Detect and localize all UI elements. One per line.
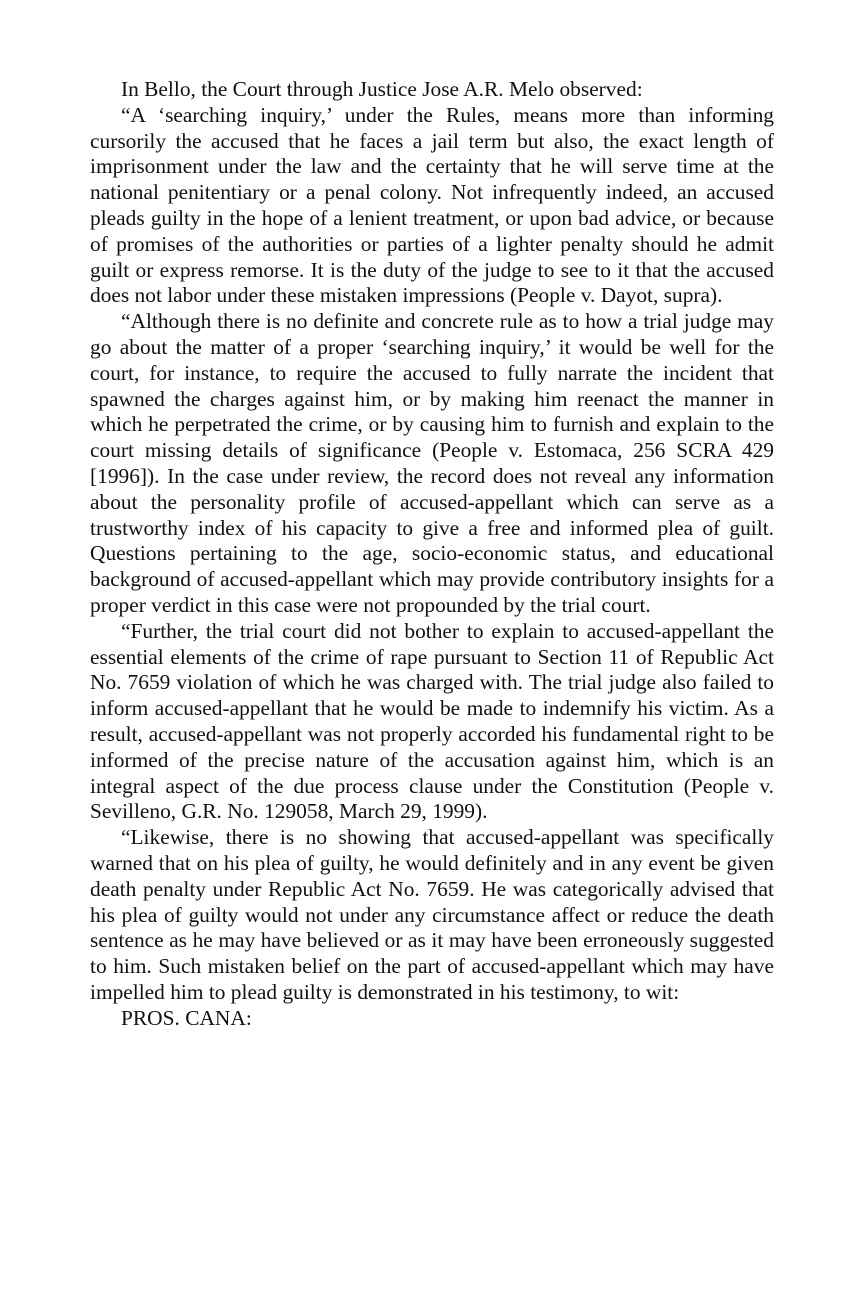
quote-paragraph-proper-inquiry: “Although there is no definite and concrete rule as to how a trial judge may go about the matter of a proper ‘searching inquiry,’ it would be well for the court, for instance, to require the accused to fully narrate the incident that spawned the charges against him, or by making him reenact the manner in which he perpetrated the crime, or by causing him to furnish and explain to the court missing details of significance (People v. Estomaca, 256 SCRA 429 [1996]). In the case under review, the record does not reveal any information about the personality profile of accused-appellant which can serve as a trustworthy index of his capacity to give a free and informed plea of guilt. Questions pertaining to the age, socio-economic status, and educational background of accused-appellant which may provide contributory insights for a proper verdict in this case were not propounded by the trial court. [90,309,774,617]
quote-paragraph-death-penalty: “Likewise, there is no showing that accused-appellant was specifically warned that on his plea of guilty, he would definitely and in any event be given death penalty under Republic Act No. 7659. He was categorically advised that his plea of guilty would not under any circumstance affect or reduce the death sentence as he may have believed or as it may have been erroneously suggested to him. Such mistaken belief on the part of accused-appellant which may have impelled him to plead guilty is demonstrated in his testimony, to wit: [90,825,774,1004]
document-page [90,77,774,1031]
quote-paragraph-essential-elements: “Further, the trial court did not bother to explain to accused-appellant the essential elements of the crime of rape pursuant to Section 11 of Republic Act No. 7659 violation of which he was charged with. The trial judge also failed to inform accused-appellant that he would be made to indemnify his victim. As a result, accused-appellant was not properly accorded his fundamental right to be informed of the precise nature of the accusation against him, which is an integral aspect of the due process clause under the Constitution (People v. Sevilleno, G.R. No. 129058, March 29, 1999). [90,618,774,824]
speaker-label: PROS. CANA: [121,1005,252,1030]
quote-paragraph-searching-inquiry: “A ‘searching inquiry,’ under the Rules, means more than informing cursorily the accused that he faces a jail term but also, the exact length of imprisonment under the law and the certainty that he will serve time at the national penitentiary or a penal colony. Not infrequently indeed, an accused pleads guilty in the hope of a lenient treatment, or upon bad advice, or because of promises of the authorities or parties of a lighter penalty should he admit guilt or express remorse. It is the duty of the judge to see to it that the accused does not labor under these mistaken impressions (People v. Dayot, supra). [90,102,774,308]
intro-paragraph: In Bello, the Court through Justice Jose A.R. Melo observed: [121,77,643,101]
